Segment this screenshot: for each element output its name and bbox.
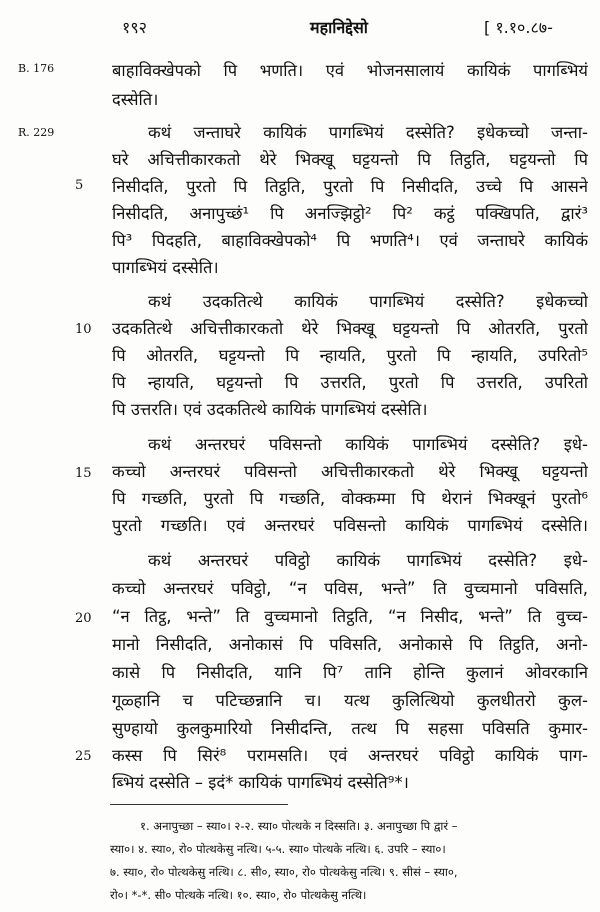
text-line: ब्भियं दस्सेति – इदं* कायिकं पागब्भियं दस्सेति⁹*। — [112, 773, 409, 792]
text-line: सुण्हायो कुलकुमारियो निसीदन्ति, तत्थ पि सहसा पविसति कुमार- — [112, 719, 588, 738]
footnote-divider — [110, 804, 288, 805]
text-line: घरे अचित्तीकारकतो थेरे भिक्खू घट्टयन्तो पि तिट्ठति, घट्टयन्तो पि — [112, 150, 588, 169]
page-number: १९२ — [122, 18, 147, 37]
footnote-line: ७. स्या०, रो० पोत्थकेसु नत्थि। ८. सी०, स्या०, रो० पोत्थकेसु नत्थि। ९. सीसं – स्या०, — [110, 865, 458, 879]
section-reference: [ १.१०.८७- — [484, 18, 553, 37]
text-line: कासे पि निसीदति, यानि पि⁷ तानि होन्ति कुलानं ओवरकानि — [112, 663, 588, 682]
text-line: कच्चो अन्तरघरं पविट्ठो, “न पविस, भन्ते” ति वुच्चमानो पविसति, — [112, 579, 588, 598]
text-line: पुरतो गच्छति। एवं अन्तरघरं पविसन्तो कायिकं पागब्भियं दस्सेति। — [112, 516, 588, 535]
edition-mark: B. 176 — [18, 62, 55, 75]
text-line: पागब्भियं दस्सेति। — [112, 258, 219, 277]
text-line: कस्स पि सिरं⁸ परामसति। एवं अन्तरघरं पविट्ठो कायिकं पाग- — [112, 746, 588, 765]
text-line: गूळ्हानि च पटिच्छन्नानि च। यत्थ कुलित्थियो कुलधीतरो कुल- — [112, 691, 588, 710]
paragraph-first-line: कथं उदकतित्थे कायिकं पागब्भियं दस्सेति? इधेकच्चो — [148, 292, 588, 311]
text-line: पि न्हायति, घट्टयन्तो पि उत्तरति, पुरतो पि उत्तरति, उपरितो — [112, 373, 588, 392]
footnote-line: १. अनापुच्छा – स्या०। २-२. स्या० पोत्थके न दिस्सति। ३. अनापुच्छा पि द्वारं – — [140, 819, 458, 833]
edition-mark: R. 229 — [18, 126, 55, 139]
paragraph-first-line: कथं अन्तरघरं पविट्ठो कायिकं पागब्भियं दस्सेति? इधे- — [148, 551, 588, 570]
paragraph-first-line: कथं अन्तरघरं पविसन्तो कायिकं पागब्भियं दस्सेति? इधे- — [148, 435, 588, 454]
text-line: पि ओतरति, घट्टयन्तो पि न्हायति, पुरतो पि न्हायति, उपरितो⁵ — [112, 346, 588, 365]
line-number: 20 — [75, 611, 92, 626]
text-line: पि³ पिदहति, बाहाविक्खेपको⁴ पि भणति⁴। एवं जन्ताघरे कायिकं — [112, 231, 588, 250]
text-line: पि गच्छति, पुरतो पि गच्छति, वोक्कम्मा पि थेरानं भिक्खूनं पुरतो⁶ — [112, 489, 588, 508]
line-number: 25 — [75, 749, 92, 764]
text-line: पि उत्तरति। एवं उदकतित्थे कायिकं पागब्भियं दस्सेति। — [112, 400, 428, 419]
line-number: 10 — [75, 322, 92, 337]
page-title: महानिद्देसो — [310, 18, 368, 37]
line-number: 5 — [75, 178, 84, 193]
text-line: बाहाविक्खेपको पि भणति। एवं भोजनसालायं कायिकं पागब्भियं — [112, 61, 588, 80]
footnote-line: स्या०। ४. स्या०, रो० पोत्थकेसु नत्थि। ५-५. स्या० पोत्थके नत्थि। ६. उपरि – स्या०। — [110, 842, 446, 856]
text-line: निसीदति, अनापुच्छं¹ पि अनज्झिट्ठो² पि² कट्ठं पक्खिपति, द्वारं³ — [112, 204, 588, 223]
line-number: 15 — [75, 466, 92, 481]
footnote-line: रो०। *-*. सी० पोत्थके नत्थि। १०. स्या०, रो० पोत्थकेसु नत्थि। — [110, 888, 367, 902]
text-line: उदकतित्थे अचित्तीकारकतो थेरे भिक्खू घट्टयन्तो पि ओतरति, पुरतो — [112, 319, 588, 338]
text-line: निसीदति, पुरतो पि तिट्ठति, पुरतो पि निसीदति, उच्चे पि आसने — [112, 177, 588, 196]
text-line: दस्सेति। — [112, 90, 159, 109]
text-line: “न तिट्ठ, भन्ते” ति वुच्चमानो तिट्ठति, “न निसीद, भन्ते” ति वुच्च- — [112, 607, 588, 626]
paragraph-first-line: कथं जन्ताघरे कायिकं पागब्भियं दस्सेति? इधेकच्चो जन्ता- — [148, 123, 588, 142]
text-line: मानो निसीदति, अनोकासं पि पविसति, अनोकासे पि तिट्ठति, अनो- — [112, 635, 588, 654]
text-line: कच्चो अन्तरघरं पविसन्तो अचित्तीकारकतो थेरे भिक्खू घट्टयन्तो — [112, 462, 588, 481]
